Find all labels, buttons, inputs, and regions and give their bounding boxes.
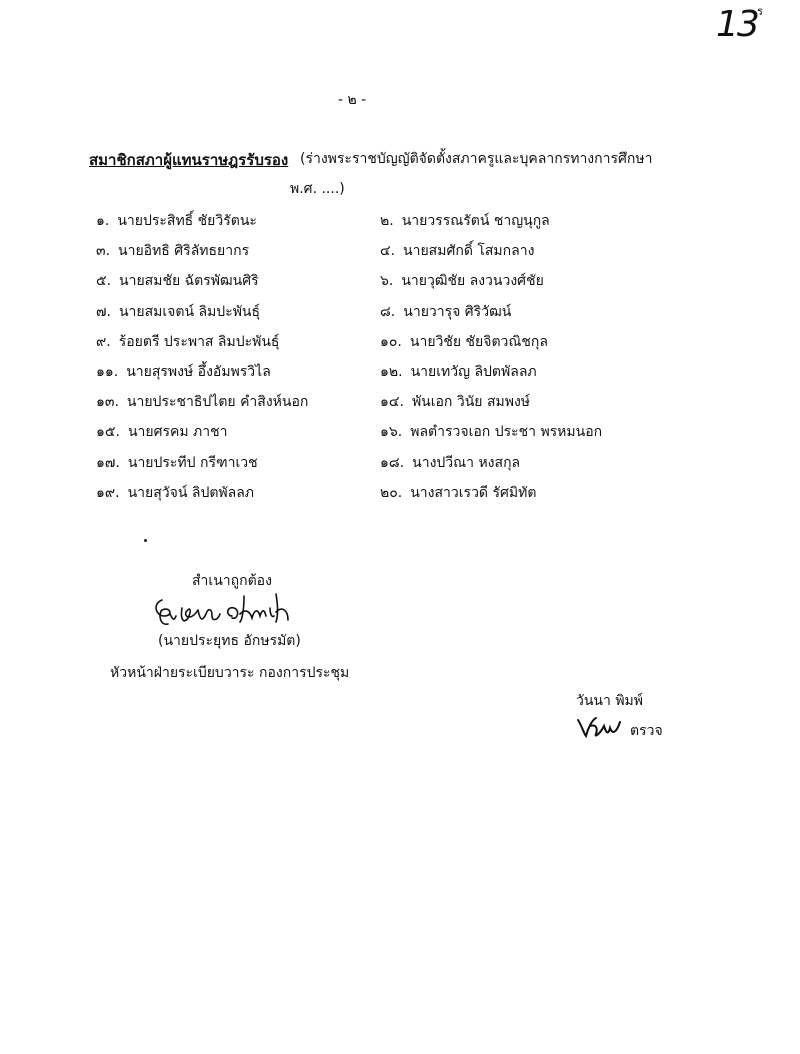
member-item [96, 391, 308, 413]
member-item [96, 452, 258, 474]
member-name: นายอิทธิ ศิริลัทธยากร [118, 243, 250, 260]
certifier-name: (นายประยุทธ อักษรมัต) [158, 633, 301, 649]
member-name: นายวรรณรัตน์ ชาญนุกูล [401, 213, 550, 229]
member-number: ๑๘. [380, 454, 405, 471]
heading-subtitle-line2: พ.ศ. ....) [290, 181, 345, 197]
member-number: ๖. [380, 273, 394, 290]
member-name: นายสุวัจน์ ลิปตพัลลภ [127, 484, 255, 501]
member-number: ๑๙. [96, 484, 120, 501]
member-name: พันเอก วินัย สมพงษ์ [411, 394, 531, 411]
member-name: นายสมชัย ฉัตรพัฒนศิริ [119, 273, 259, 290]
member-name: นายสุรพงษ์ อึ้งอัมพรวิไล [126, 364, 271, 380]
member-item [380, 210, 550, 232]
member-item [96, 331, 279, 353]
member-item [96, 240, 249, 262]
member-item [96, 421, 227, 443]
member-number: ๒. [380, 213, 394, 229]
certifier-title: หัวหน้าฝ่ายระเบียบวาระ กองการประชุม [110, 665, 350, 681]
member-name: พลตำรวจเอก ประชา พรหมนอก [410, 424, 603, 441]
handwritten-page-mark: ร [757, 5, 763, 18]
member-name: ร้อยตรี ประพาส ลิมปะพันธุ์ [118, 333, 280, 350]
member-item [380, 421, 602, 443]
member-name: นายศรคม ภาชา [127, 424, 228, 441]
member-item [380, 391, 530, 413]
member-number: ๙. [96, 333, 111, 350]
member-name: นายวุฒิชัย ลงวนวงศ์ชัย [401, 273, 544, 290]
member-name: นายเทวัญ ลิปตพัลลภ [410, 364, 537, 380]
member-item [96, 361, 271, 383]
member-name: นายวิชัย ชัยจิตวณิชกุล [409, 333, 548, 350]
member-number: ๔. [380, 243, 396, 260]
member-name: นายประชาธิปไตย คำสิงห์นอก [126, 394, 309, 411]
heading-subtitle: (ร่างพระราชบัญญัติจัดตั้งสภาครูและบุคลากรทางการศึกษา [300, 151, 653, 167]
typist-label: วันนา พิมพ์ [576, 693, 643, 709]
page-number: - ๒ - [338, 92, 367, 108]
checker-signature [574, 712, 630, 746]
member-item [96, 210, 257, 232]
member-number: ๑๗. [96, 454, 120, 471]
member-item [380, 361, 537, 383]
member-name: นายประสิทธิ์ ชัยวิรัตนะ [117, 213, 257, 229]
member-name: นางสาวเรวดี รัศมิทัต [410, 484, 537, 501]
member-item [380, 452, 520, 474]
member-item [380, 270, 544, 292]
member-item [96, 270, 259, 292]
member-number: ๑๔. [380, 394, 404, 411]
member-item [380, 331, 548, 353]
member-number: ๑๐. [380, 333, 402, 350]
member-item [380, 482, 536, 504]
member-number: ๑๒. [380, 364, 403, 380]
member-number: ๑๕. [96, 424, 120, 441]
member-number: ๑๑. [96, 364, 119, 380]
member-item [380, 301, 511, 323]
member-number: ๑๓. [96, 394, 119, 411]
certification-label: สำเนาถูกต้อง [192, 573, 272, 589]
member-item [96, 301, 260, 323]
heading-title: สมาชิกสภาผู้แทนราษฎรรับรอง [89, 151, 289, 169]
member-name: นายสมเจตน์ ลิมปะพันธุ์ [118, 303, 261, 320]
certifier-signature [148, 586, 308, 636]
member-item [380, 240, 534, 262]
member-number: ๑๖. [380, 424, 403, 441]
member-name: นายประทีป กรีฑาเวช [127, 454, 258, 471]
handwritten-page-number: 13 [716, 4, 758, 45]
member-number: ๓. [96, 243, 111, 260]
stray-dot-mark [144, 539, 147, 542]
member-item [96, 482, 254, 504]
checked-label: ตรวจ [630, 723, 663, 739]
member-number: ๒๐. [380, 484, 403, 501]
member-number: ๕. [96, 273, 112, 290]
member-name: นายสมศักดิ์ โสมกลาง [403, 243, 535, 260]
member-name: นายวารุจ ศิริวัฒน์ [403, 303, 512, 320]
member-number: ๑. [96, 213, 110, 229]
member-number: ๗. [96, 303, 111, 320]
member-number: ๘. [380, 303, 396, 320]
member-name: นางปวีณา หงสกุล [412, 454, 521, 471]
